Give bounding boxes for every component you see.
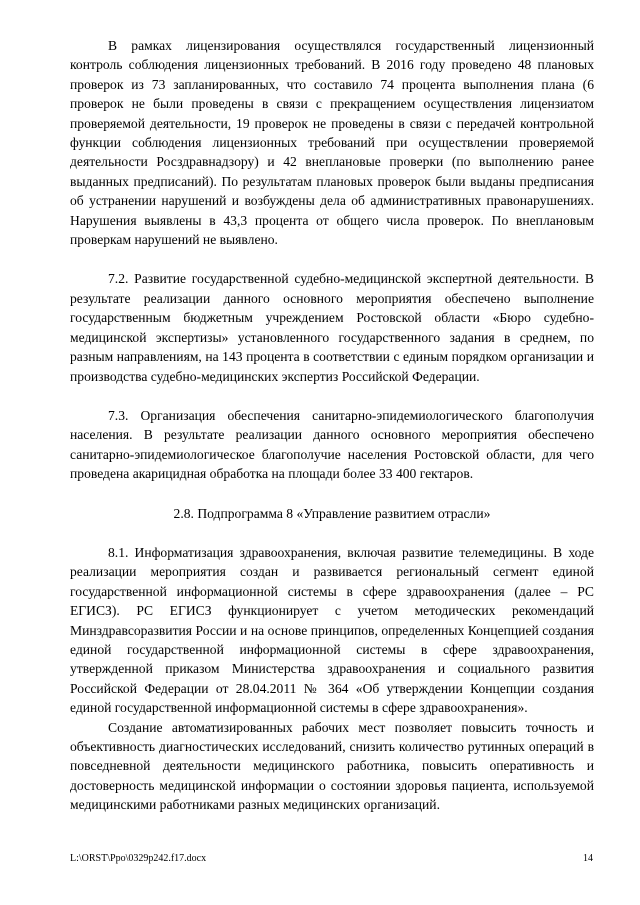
paragraph-licensing-control: В рамках лицензирования осуществлялся государственный лицензионный контроль соблюдения лицензионных требований. В 2016 году проведено 48 плановых проверок из 73 запланированных, что составило 74 процента выполнения плана (6 проверок не были проведены в связи с прекращением осуществления лицензиатом проверяемой деятельности, 19 проверок не проведены в связи с передачей контрольной функции соблюдения лицензионных требований при осуществлении проверяемой деятельности Росздравнадзору) и 42 внеплановые проверки (по выполнению ранее выданных предписаний). По результатам плановых проверок были выданы предписания об устранении нарушений и возбуждены дела об административных правонарушениях. Нарушения выявлены в 43,3 процента от общего числа проверок. По внеплановым проверкам нарушений не выявлено. (70, 38, 594, 248)
paragraph-spacer (70, 386, 594, 406)
paragraph-sanitary-epidemiological: 7.3. Организация обеспечения санитарно-эпидемиологического благополучия населения. В результате реализации данного основного мероприятия обеспечено санитарно-эпидемиологическое благополучие населения Ростовской области, для чего проведена акарицидная обработка на площади более 33 400 гектаров. (70, 407, 594, 482)
section-heading: 2.8. Подпрограмма 8 «Управление развитием отрасли» (173, 505, 491, 521)
page-number: 14 (583, 853, 593, 864)
paragraph-informatization: 8.1. Информатизация здравоохранения, включая развитие телемедицины. В ходе реализации мероприятия создан и развивается региональный сегмент единой государственной информационной системы в сфере здравоохранения (далее – РС ЕГИСЗ). РС ЕГИСЗ функционирует с учетом методических рекомендаций Минздравсоразвития России и на основе принципов, определенных Концепцией создания единой государственной информационной системы в сфере здравоохранения, утвержденной приказом Министерства здравоохранения и социального развития Российской Федерации от 28.04.2011 № 364 «Об утверждении Концепции создания единой государственной информационной системы в сфере здравоохранения». (70, 544, 594, 716)
paragraph-spacer (70, 484, 594, 504)
document-body (70, 36, 594, 815)
paragraph-forensic-expertise: 7.2. Развитие государственной судебно-медицинской экспертной деятельности. В результате реализации данного основного мероприятия обеспечено выполнение государственным бюджетным учреждением Ростовской области «Бюро судебно-медицинской экспертизы» установленного государственного задания в среднем, по разным направлениям, на 143 процента в соответствии с единым порядком организации и производства судебно-медицинских экспертиз Российской Федерации. (70, 271, 594, 384)
footer-file-path: L:\ORST\Ppo\0329p242.f17.docx (70, 853, 207, 864)
paragraph-workstations: Создание автоматизированных рабочих мест позволяет повысить точность и объективность диагностических исследований, снизить количество рутинных операций в повседневной деятельности медицинского работника, повысить оперативность и достоверность медицинской информации о состоянии здоровья пациента, используемой медицинскими работниками разных медицинских организаций. (70, 719, 594, 813)
paragraph-spacer (70, 523, 594, 543)
paragraph-spacer (70, 249, 594, 269)
